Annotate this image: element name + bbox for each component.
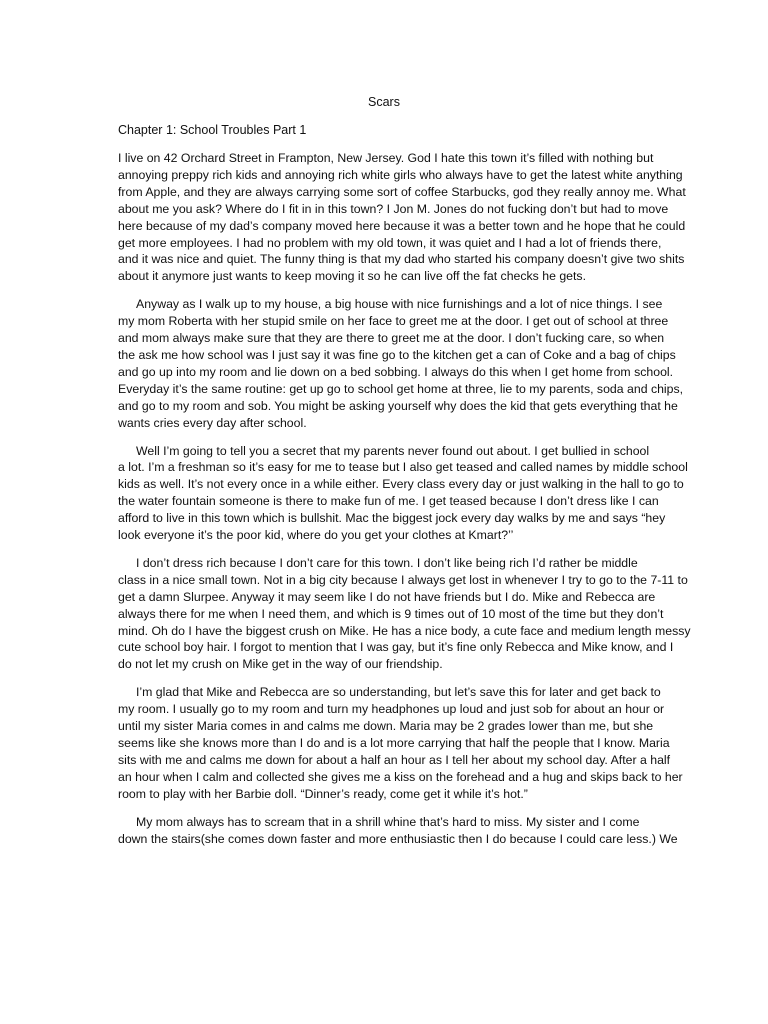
text-line: afford to live in this town which is bullshit. Mac the biggest jock every day walks by me and says “hey <box>118 511 666 526</box>
text-line: here because of my dad’s company moved here because it was a better town and he hope that he could <box>118 218 686 233</box>
text-line: I live on 42 Orchard Street in Frampton, New Jersey. God I hate this town it’s filled with nothing but <box>118 151 654 165</box>
paragraph <box>118 296 684 431</box>
text-line: a lot. I’m a freshman so it’s easy for me to tease but I also get teased and called names by middle school <box>118 460 688 475</box>
text-line: about it anymore just wants to keep moving it so he can live off the fat checks he gets. <box>118 269 586 284</box>
text-line: about me you ask? Where do I fit in in this town? I Jon M. Jones do not fucking don’t but had to move <box>118 201 669 216</box>
text-line: and go to my room and sob. You might be asking yourself why does the kid that gets everything that he <box>118 398 678 413</box>
text-line: seems like she knows more than I do and is a lot more carrying that half the people that I know. Maria <box>118 736 670 750</box>
text-line: and mom always make sure that they are there to greet me at the door. I don’t fucking care, so when <box>118 331 665 346</box>
text-line: My mom always has to scream that in a shrill whine that’s hard to miss. My sister and I come <box>136 814 640 829</box>
text-line: and it was nice and quiet. The funny thing is that my dad who started his company doesn’t give two shits <box>118 252 685 267</box>
text-line: always there for me when I need them, and which is 9 times out of 10 most of the time but they don’t <box>118 606 664 621</box>
paragraph <box>118 555 691 673</box>
body-text <box>118 150 691 858</box>
text-line: annoying preppy rich kids and annoying rich white girls who always have to get the latest white anything <box>118 167 683 182</box>
paragraph <box>118 443 688 544</box>
paragraph <box>118 150 686 285</box>
text-line: room to play with her Barbie doll. “Dinner’s ready, come get it while it’s hot.” <box>118 786 528 801</box>
text-line: until my sister Maria comes in and calms me down. Maria may be 2 grades lower than me, but she <box>118 719 654 734</box>
text-line: I don’t dress rich because I don’t care for this town. I don’t like being rich I’d rather be middle <box>136 555 638 570</box>
text-line: sits with me and calms me down for about a half an hour as I tell her about my school day. After a half <box>118 752 671 767</box>
text-line: Everyday it’s the same routine: get up go to school get home at three, lie to my parents, soda and chips, <box>118 381 684 396</box>
text-line: cute school boy hair. I forgot to mention that I was gay, but it’s fine only Rebecca and Mike know, and I <box>118 640 674 655</box>
text-line: kids as well. It’s not every once in a while either. Every class every day or just walking in the hall to go to <box>118 477 684 492</box>
text-line: I’m glad that Mike and Rebecca are so understanding, but let’s save this for later and get back to <box>136 685 661 700</box>
text-line: the ask me how school was I just say it was fine go to the kitchen get a can of Coke and a bag of chips <box>118 347 676 362</box>
text-line: the water fountain someone is there to make fun of me. I get teased because I don’t dress like I can <box>118 494 659 509</box>
text-line: do not let my crush on Mike get in the way of our friendship. <box>118 657 443 672</box>
text-line: Well I’m going to tell you a secret that my parents never found out about. I get bullied in school <box>136 443 650 458</box>
document-title: Scars <box>368 95 400 109</box>
text-line: my room. I usually go to my room and turn my headphones up loud and just sob for about an hour or <box>118 702 665 717</box>
text-line: class in a nice small town. Not in a big city because I always get lost in whenever I try to go to the 7-11 to <box>118 572 688 587</box>
text-line: get more employees. I had no problem with my old town, it was quiet and I had a lot of friends there, <box>118 235 662 250</box>
text-line: from Apple, and they are always carrying some sort of coffee Starbucks, god they really annoy me. What <box>118 184 686 199</box>
text-line: my mom Roberta with her stupid smile on her face to greet me at the door. I get out of school at three <box>118 314 669 329</box>
text-line: wants cries every day after school. <box>118 415 307 430</box>
chapter-heading: Chapter 1: School Troubles Part 1 <box>118 123 307 137</box>
text-line: Anyway as I walk up to my house, a big house with nice furnishings and a lot of nice things. I see <box>136 297 663 312</box>
text-line: look everyone it’s the poor kid, where do you get your clothes at Kmart?’’ <box>118 528 514 543</box>
text-line: mind. Oh do I have the biggest crush on Mike. He has a nice body, a cute face and medium length messy <box>118 623 691 638</box>
paragraph <box>118 814 678 848</box>
text-line: down the stairs(she comes down faster and more enthusiastic then I do because I could care less.) We <box>118 831 678 846</box>
text-line: an hour when I calm and collected she gives me a kiss on the forehead and a hug and skips back to her <box>118 769 683 784</box>
text-line: and go up into my room and lie down on a bed sobbing. I always do this when I get home from school. <box>118 364 674 379</box>
text-line: get a damn Slurpee. Anyway it may seem like I do not have friends but I do. Mike and Rebecca are <box>118 589 656 604</box>
paragraph <box>118 684 683 802</box>
